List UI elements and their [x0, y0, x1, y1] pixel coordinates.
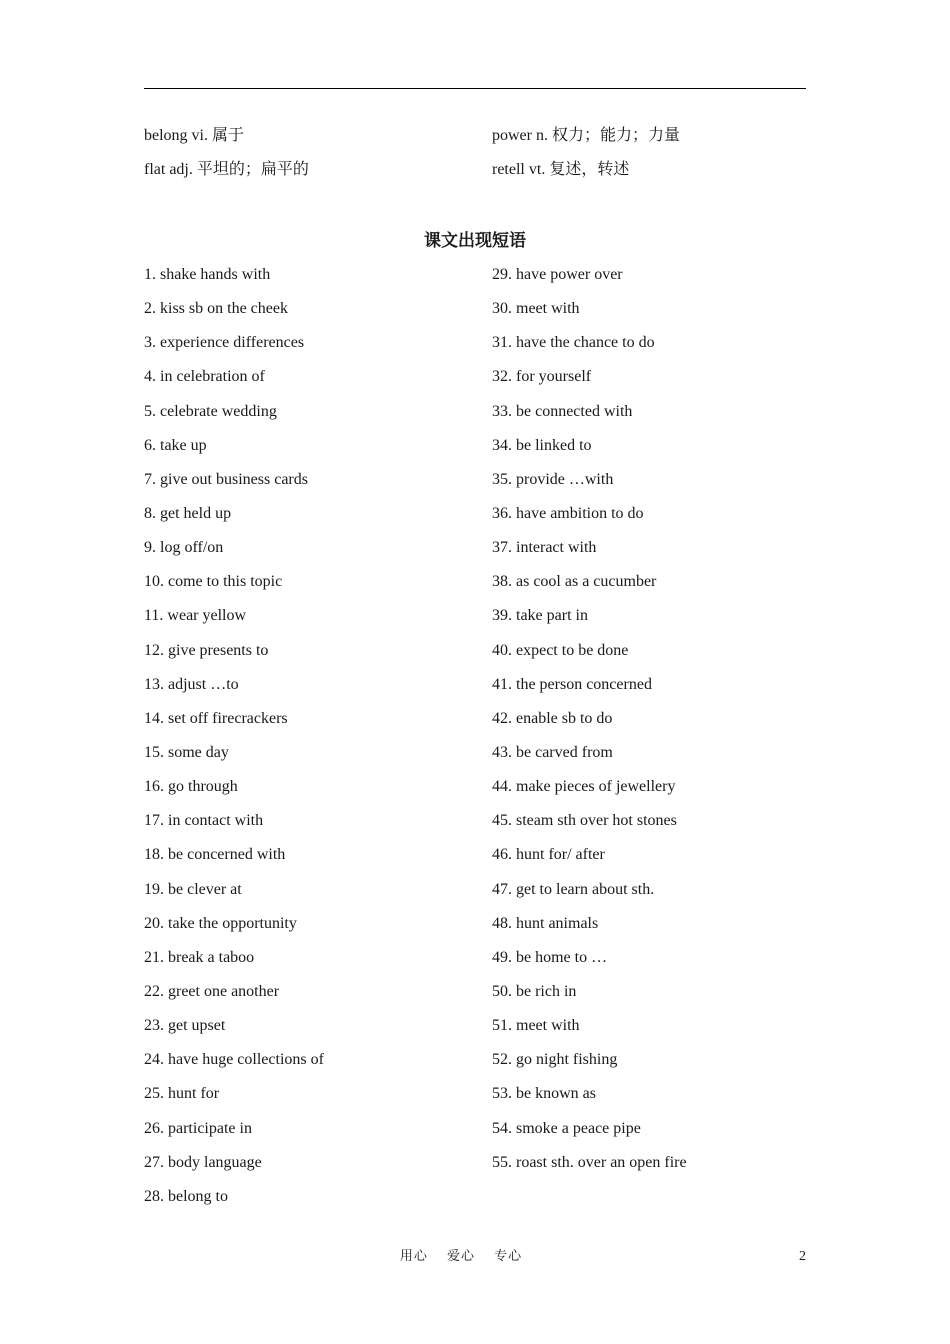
footer-motto: 用心 爱心 专心 [399, 1249, 523, 1264]
phrase-item: 18. be concerned with [144, 846, 286, 864]
phrase-item: 43. be carved from [492, 743, 613, 761]
phrase-item: 24. have huge collections of [144, 1051, 324, 1069]
phrase-item: 4. in celebration of [144, 368, 265, 386]
phrase-item: 36. have ambition to do [492, 504, 644, 522]
phrase-item: 23. get upset [144, 1017, 226, 1035]
section-title: 课文出现短语 [424, 231, 526, 251]
phrase-item: 47. get to learn about sth. [492, 880, 655, 898]
phrase-item: 39. take part in [492, 607, 588, 625]
phrase-item: 35. provide …with [492, 470, 614, 488]
phrase-item: 54. smoke a peace pipe [492, 1119, 641, 1137]
phrase-item: 41. the person concerned [492, 675, 652, 693]
phrase-item: 32. for yourself [492, 368, 592, 386]
phrase-item: 45. steam sth over hot stones [492, 812, 677, 830]
phrase-item: 28. belong to [144, 1187, 228, 1205]
phrase-column-right [492, 263, 687, 1185]
vocab-entry: belong vi. 属于 [144, 127, 244, 144]
phrase-item: 21. break a taboo [144, 948, 255, 966]
phrase-item: 6. take up [144, 436, 207, 454]
phrase-item: 14. set off firecrackers [144, 709, 288, 727]
vocab-entry: power n. 权力；能力；力量 [492, 127, 680, 144]
phrase-item: 13. adjust …to [144, 675, 239, 693]
phrase-item: 46. hunt for/ after [492, 846, 605, 864]
phrase-item: 16. go through [144, 778, 238, 796]
phrase-item: 22. greet one another [144, 982, 280, 1000]
phrase-item: 12. give presents to [144, 641, 269, 659]
phrase-item: 5. celebrate wedding [144, 402, 277, 420]
phrase-item: 38. as cool as a cucumber [492, 573, 657, 591]
phrase-item: 40. expect to be done [492, 641, 629, 659]
phrase-item: 20. take the opportunity [144, 914, 297, 932]
phrase-item: 19. be clever at [144, 880, 242, 898]
vocab-row [144, 158, 806, 192]
phrase-item: 17. in contact with [144, 812, 264, 830]
phrase-item: 37. interact with [492, 539, 597, 557]
phrase-item: 50. be rich in [492, 982, 577, 1000]
phrase-item: 26. participate in [144, 1119, 252, 1137]
phrase-item: 55. roast sth. over an open fire [492, 1153, 687, 1171]
vocab-row [144, 124, 806, 158]
phrase-item: 10. come to this topic [144, 573, 283, 591]
phrase-item: 30. meet with [492, 300, 580, 318]
phrase-item: 15. some day [144, 743, 229, 761]
page-number: 2 [799, 1249, 806, 1264]
phrase-item: 1. shake hands with [144, 266, 271, 283]
phrase-item: 48. hunt animals [492, 914, 599, 932]
phrase-item: 49. be home to … [492, 948, 608, 966]
phrase-item: 44. make pieces of jewellery [492, 778, 676, 796]
phrase-item: 52. go night fishing [492, 1051, 618, 1069]
phrase-item: 7. give out business cards [144, 470, 308, 488]
header-rule [144, 88, 806, 89]
phrase-item: 9. log off/on [144, 539, 224, 557]
phrase-item: 31. have the chance to do [492, 334, 655, 352]
phrase-item: 51. meet with [492, 1017, 580, 1035]
phrase-item: 53. be known as [492, 1085, 596, 1103]
phrase-item: 34. be linked to [492, 436, 592, 454]
phrase-item: 29. have power over [492, 266, 623, 283]
phrase-item: 27. body language [144, 1153, 262, 1171]
phrase-item: 2. kiss sb on the cheek [144, 300, 288, 318]
phrase-item: 33. be connected with [492, 402, 633, 420]
vocab-entry: flat adj. 平坦的；扁平的 [144, 161, 309, 178]
phrase-item: 11. wear yellow [144, 607, 247, 625]
vocab-entry: retell vt. 复述，转述 [492, 161, 630, 178]
phrase-item: 25. hunt for [144, 1085, 220, 1103]
vocabulary-list [144, 124, 806, 192]
phrase-column-left [144, 263, 324, 1219]
phrase-item: 42. enable sb to do [492, 709, 613, 727]
phrase-item: 8. get held up [144, 504, 232, 522]
phrase-item: 3. experience differences [144, 334, 305, 352]
